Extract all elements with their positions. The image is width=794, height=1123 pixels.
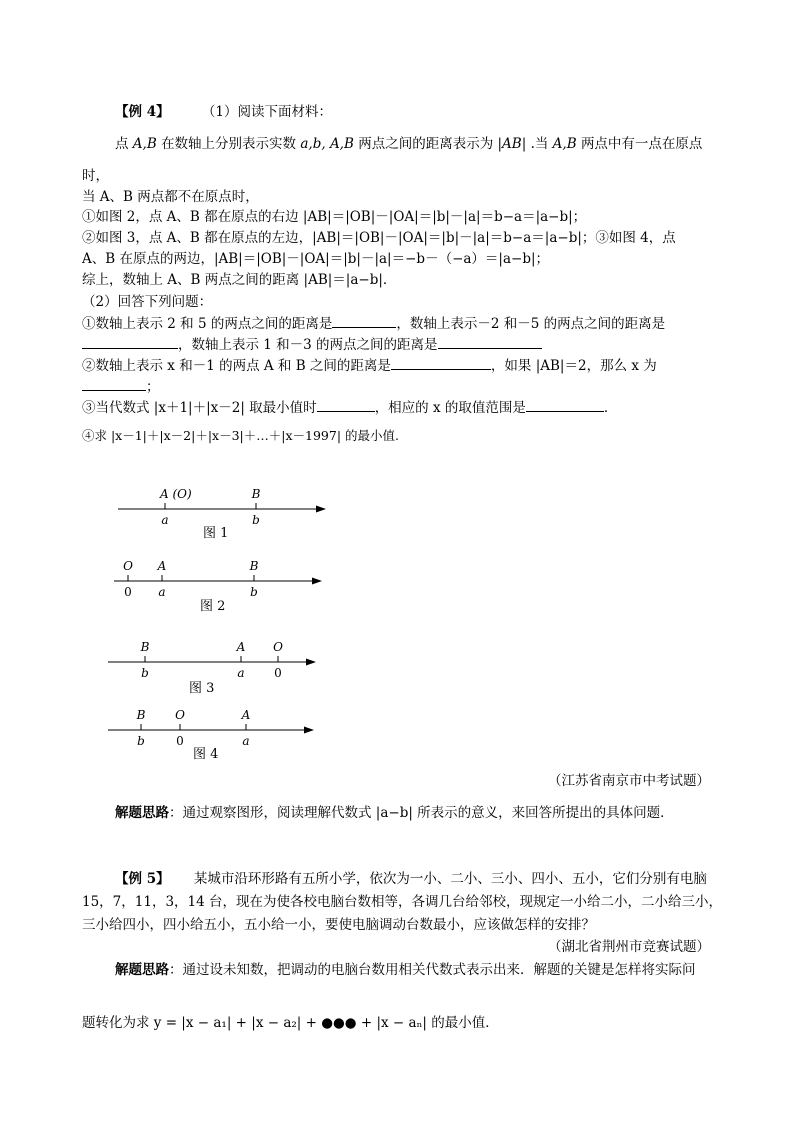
example-5-tag: 【例 5】: [115, 871, 170, 887]
paragraph-line: 当 A、B 两点都不在原点时，: [82, 189, 259, 205]
source-citation: （江苏省南京市中考试题）: [548, 773, 710, 789]
summary-line: 综上，数轴上 A、B 两点之间的距离 |AB|＝|a−b|．: [82, 272, 397, 288]
example-5-line-1: [115, 870, 707, 888]
question-text: ，相应的 x 的取值范围是: [374, 400, 526, 416]
figure-caption: 图 3: [189, 681, 215, 696]
point-label-top: A (O): [160, 487, 192, 501]
point-label-top: O: [123, 559, 133, 573]
case-1-line: ①如图 2，点 A、B 都在原点的右边 |AB|＝|OB|－|OA|＝|b|－|a|＝b−a＝|a−b|；: [82, 209, 587, 225]
example-5-line-2: 15，7，11，3，14 台，现在为使各校电脑台数相等，各调几台给邻校，现规定一小给二小，二小给三小，: [82, 894, 723, 910]
point-label-top: B: [136, 708, 146, 722]
point-label-top: B: [251, 487, 261, 501]
question-text: ②数轴上表示 x 和－1 的两点 A 和 B 之间的距离是: [82, 358, 391, 374]
point-label-top: A: [241, 708, 251, 722]
point-label-top: O: [175, 708, 185, 722]
part-1-label: （1）阅读下面材料：: [201, 104, 332, 120]
point-label-bottom: a: [237, 666, 245, 680]
point-label-top: O: [273, 640, 283, 654]
case-3-line: A、B 在原点的两边，|AB|＝|OB|－|OA|＝|b|－|a|＝−b－（−a）＝|a−b|；: [82, 251, 550, 267]
point-label-top: B: [140, 640, 150, 654]
hint-label: 解题思路: [115, 962, 169, 978]
question-text: ，数轴上表示 1 和－3 的两点之间的距离是: [178, 337, 438, 353]
math-span: a,b,: [300, 136, 326, 152]
example-4-tag: 【例 4】: [115, 104, 170, 120]
point-label-bottom: 0: [274, 666, 282, 680]
text-span: 两点之间的距离表示为: [358, 136, 494, 152]
point-label-bottom: b: [141, 666, 149, 680]
point-label-bottom: a: [161, 513, 169, 527]
question-text: ①数轴上表示 2 和 5 的两点之间的距离是: [82, 316, 333, 332]
source-citation: （湖北省荆州市竞赛试题）: [548, 939, 710, 955]
point-label-bottom: b: [252, 513, 260, 527]
question-text: ；: [146, 379, 160, 395]
figure-caption: 图 4: [193, 747, 219, 762]
math-span: A,B: [552, 136, 577, 152]
point-label-bottom: b: [250, 585, 258, 599]
point-label-bottom: b: [137, 734, 145, 748]
text-span: 在数轴上分别表示实数: [161, 136, 297, 152]
hint-text: ：通过设未知数，把调动的电脑台数用相关代数式表示出来．解题的关键是怎样将实际问: [169, 962, 696, 978]
point-label-bottom: 0: [176, 734, 184, 748]
math-span: |AB|: [497, 136, 527, 152]
figure-caption: 图 1: [203, 526, 229, 541]
question-text: ．: [603, 400, 618, 416]
math-span: A,B: [329, 136, 354, 152]
math-span: A,B: [132, 136, 157, 152]
paragraph-line: 时，: [82, 168, 109, 184]
point-label-bottom: a: [242, 734, 250, 748]
example-5-text: 某城市沿环形路有五所小学，依次为一小、二小、三小、四小、五小，它们分别有电脑: [193, 871, 707, 887]
point-label-top: B: [249, 559, 259, 573]
point-label-top: A: [236, 640, 246, 654]
text-span: .当: [530, 136, 549, 152]
hint-label: 解题思路: [115, 805, 169, 821]
hint-text: ：通过观察图形，阅读理解代数式 |a−b| 所表示的意义，来回答所提出的具体问题．: [169, 805, 674, 821]
part-2-label: （2）回答下列问题：: [82, 294, 213, 310]
point-label-bottom: 0: [124, 585, 132, 599]
question-text: ，如果 |AB|＝2，那么 x 为: [490, 358, 657, 374]
example-5-hint-line-2: 题转化为求 y = |x − a₁| + |x − a₂| + ●●● + |x − aₙ| 的最小值．: [82, 1015, 499, 1031]
point-label-top: A: [157, 559, 167, 573]
text-span: 点: [115, 136, 129, 152]
figure-caption: 图 2: [200, 599, 226, 614]
text-span: 两点中有一点在原点: [580, 136, 703, 152]
example-5-line-3: 三小给四小，四小给五小，五小给一小，要使电脑调动台数最小，应该做怎样的安排？: [82, 917, 595, 933]
question-text: ③当代数式 |x＋1|＋|x－2| 取最小值时: [82, 400, 317, 416]
question-4-line: ④求 |x－1|＋|x－2|＋|x－3|＋…＋|x－1997| 的最小值.: [82, 428, 399, 443]
case-2-line: ②如图 3，点 A、B 都在原点的左边，|AB|＝|OB|－|OA|＝|b|－|a|＝b−a＝|a−b|；③如图 4，点: [82, 230, 676, 246]
example-5-hint-line-1: [115, 961, 696, 979]
point-label-bottom: a: [158, 585, 166, 599]
question-text: ，数轴上表示－2 和－5 的两点之间的距离是: [396, 316, 666, 332]
example-4-hint: [115, 804, 674, 822]
axis-arrowhead: [304, 727, 314, 734]
